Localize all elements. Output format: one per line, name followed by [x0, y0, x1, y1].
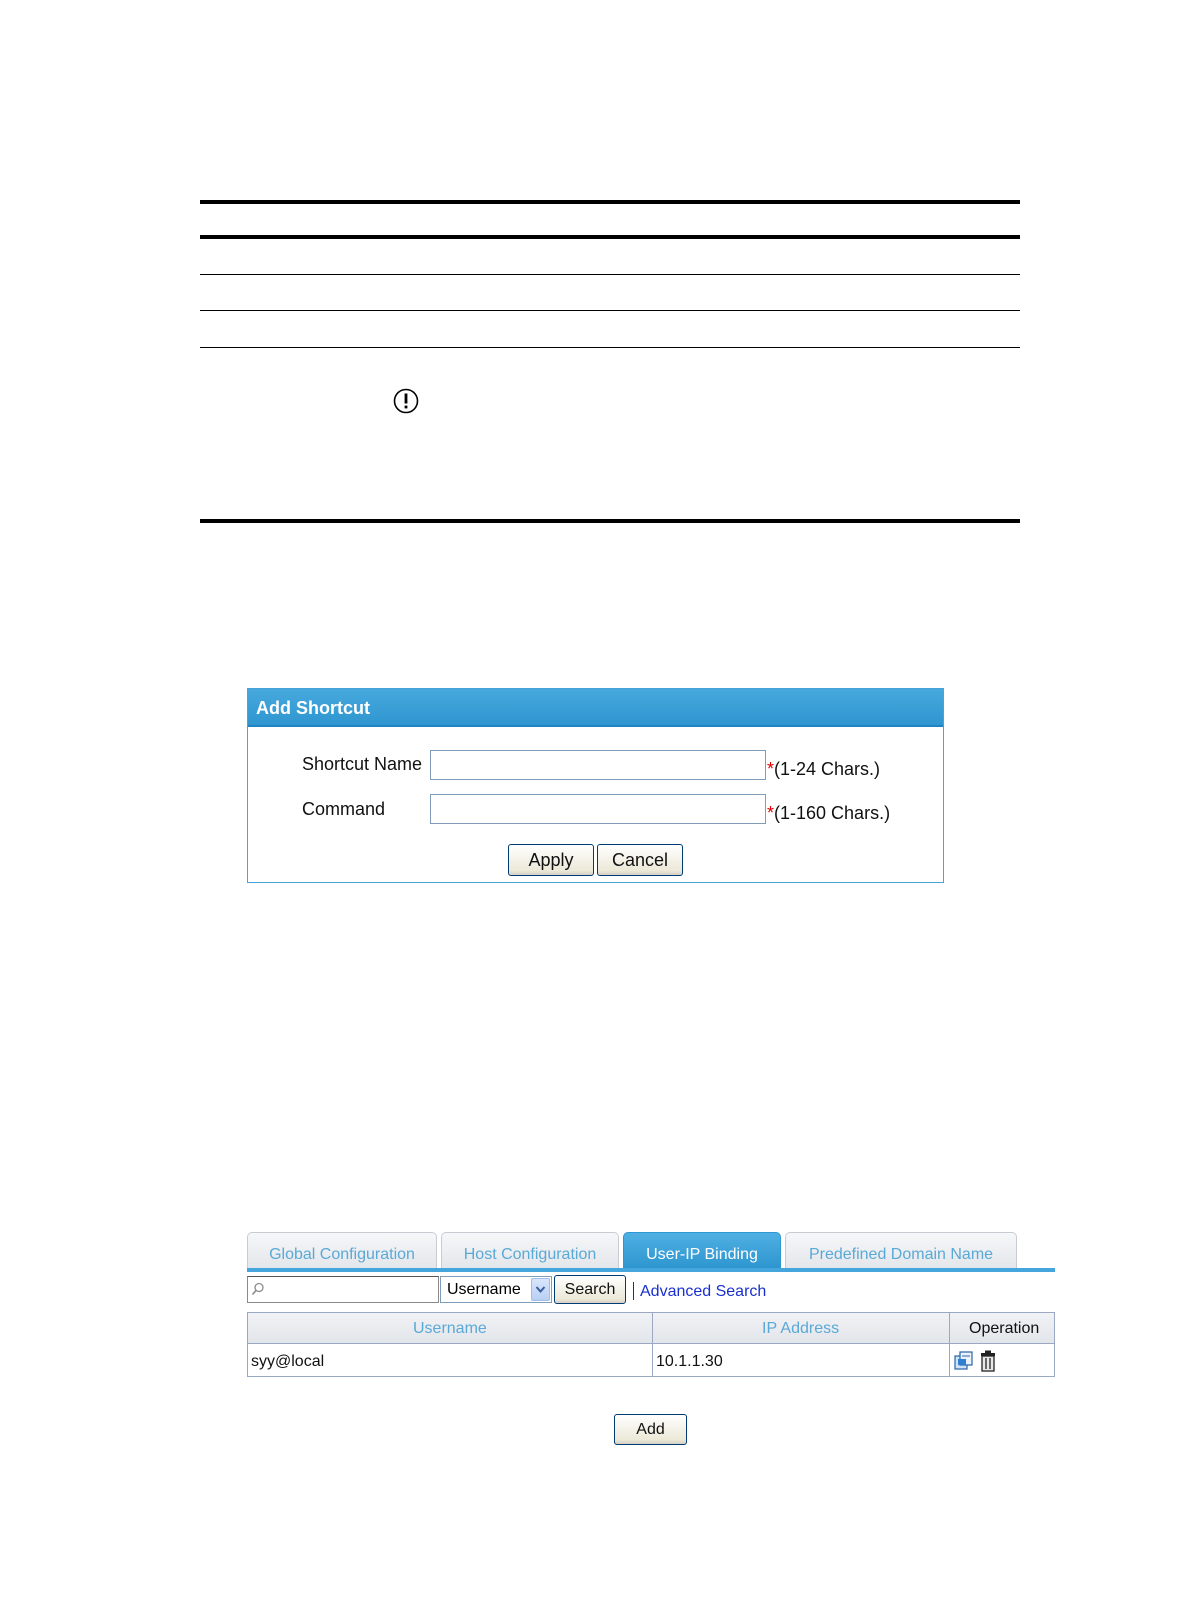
- chevron-down-icon[interactable]: [531, 1278, 550, 1301]
- caution-icon: [393, 388, 419, 414]
- add-shortcut-dialog: [247, 688, 944, 883]
- notice-table: [200, 200, 1020, 523]
- delete-icon[interactable]: [978, 1350, 998, 1372]
- command-hint: [767, 803, 890, 824]
- column-separator: [949, 1313, 950, 1376]
- tab-predefined-domain-name[interactable]: Predefined Domain Name: [785, 1232, 1017, 1269]
- tab-global-configuration[interactable]: Global Configuration: [247, 1232, 437, 1269]
- table-bottom-rule: [200, 519, 1020, 523]
- apply-button[interactable]: Apply: [508, 844, 594, 876]
- tab-bar: [247, 1232, 1055, 1272]
- dialog-header: [248, 689, 943, 727]
- search-button[interactable]: Search: [554, 1275, 626, 1304]
- command-input[interactable]: [430, 794, 766, 824]
- table-header: [248, 1313, 1054, 1344]
- shortcut-name-label: Shortcut Name: [302, 754, 423, 774]
- header-username[interactable]: Username: [413, 1320, 487, 1337]
- header-ip-address[interactable]: IP Address: [762, 1320, 840, 1337]
- cell-ip-address: 10.1.1.30: [656, 1353, 723, 1370]
- required-mark: *: [767, 759, 775, 779]
- dialog-title: Add Shortcut: [256, 698, 370, 718]
- table-top-rule: [200, 200, 1020, 204]
- cell-username: syy@local: [251, 1353, 325, 1370]
- divider: [633, 1282, 634, 1300]
- binding-table: [247, 1312, 1055, 1377]
- edit-icon[interactable]: [954, 1350, 974, 1372]
- search-icon: [251, 1282, 265, 1296]
- search-field-select[interactable]: [440, 1276, 552, 1303]
- tab-underline: [247, 1268, 1055, 1272]
- table-row-rule: [200, 274, 1020, 275]
- command-label: Command: [302, 799, 386, 819]
- length-hint: (1-160 Chars.): [774, 803, 891, 823]
- required-mark: *: [767, 803, 775, 823]
- length-hint: (1-24 Chars.): [774, 759, 881, 779]
- table-header-rule: [200, 235, 1020, 239]
- tab-user-ip-binding[interactable]: User-IP Binding: [623, 1232, 781, 1269]
- shortcut-name-input[interactable]: [430, 750, 766, 780]
- column-separator: [652, 1313, 653, 1376]
- tab-host-configuration[interactable]: Host Configuration: [441, 1232, 619, 1269]
- search-input[interactable]: [247, 1276, 439, 1303]
- table-row-rule: [200, 310, 1020, 311]
- header-operation: Operation: [969, 1320, 1040, 1337]
- table-row-rule: [200, 347, 1020, 348]
- advanced-search-link[interactable]: Advanced Search: [640, 1283, 767, 1300]
- shortcut-name-hint: [767, 759, 880, 780]
- add-button[interactable]: Add: [614, 1414, 687, 1445]
- cancel-button[interactable]: Cancel: [597, 844, 683, 876]
- select-value: Username: [447, 1281, 521, 1298]
